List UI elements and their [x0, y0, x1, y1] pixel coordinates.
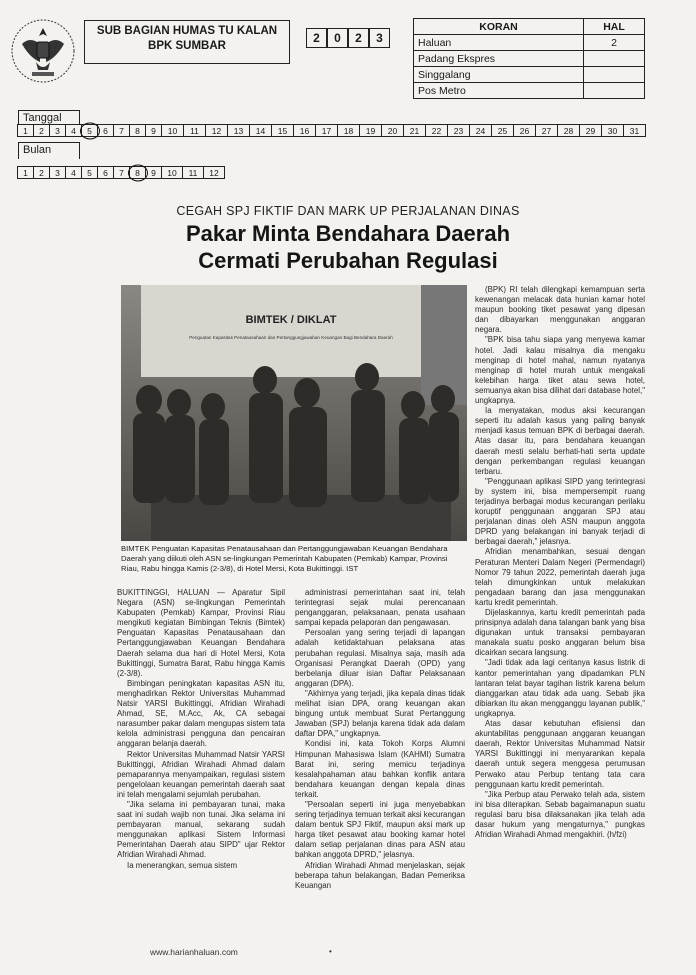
bulan-cell: 5	[81, 166, 98, 179]
article-kicker: CEGAH SPJ FIKTIF DAN MARK UP PERJALANAN DINAS	[176, 204, 520, 218]
hal-header: HAL	[584, 19, 645, 35]
tanggal-cell: 9	[145, 124, 162, 137]
bulan-cell: 9	[145, 166, 162, 179]
photo-banner-subtitle: Penguatan Kapasitas Penatausahaan dan Pertanggungjawaban Keuangan Bagi Bendahara Daerah	[189, 335, 393, 340]
article-paragraph: Atas dasar kebutuhan efisiensi dan akuntabilitas penggunaan anggaran keuangan daerah, Rektor Universitas Muhammad Natsir YARSI Bukittinggi ini menyarankan kepala daerah untuk segera menggesa perumusan Perwako atau Perbup tentang tata cara penggunaan kartu kredit pemerintah.	[475, 719, 645, 789]
tanggal-cell: 15	[271, 124, 294, 137]
newspaper-page	[584, 51, 645, 67]
tanggal-cell: 28	[557, 124, 580, 137]
tanggal-cell: 1	[17, 124, 34, 137]
tanggal-cell: 5	[81, 124, 98, 137]
newspaper-page	[584, 67, 645, 83]
article-paragraph: "Jika Perbup atau Perwako telah ada, sistem ini bisa diterapkan. Sebab bagaimanapun suatu regulasi baru bisa dilaksanakan jika telah ada dasar hukum yang mengaturnya," pungkas Afridian Wirahadi Ahmad mengakhiri. (h/fzi)	[475, 789, 645, 840]
tanggal-cell: 26	[513, 124, 536, 137]
tanggal-cell: 10	[161, 124, 184, 137]
tanggal-cell: 27	[535, 124, 558, 137]
tanggal-cell: 4	[65, 124, 82, 137]
article-paragraph: "Jika selama ini pembayaran tunai, maka saat ini sudah wajib non tunai. Jika selama ini pembayaran manual, sekarang sudah menggunakan aplikasi Sistem Informasi Pemerintahan Daerah atau SIPD" ujar Rektor Afridian Wirahadi Ahmad.	[117, 799, 285, 860]
bulan-cell: 7	[113, 166, 130, 179]
newspaper-name: Singgalang	[414, 67, 584, 83]
photo-banner-title: BIMTEK / DIKLAT	[245, 314, 337, 326]
year-digit: 3	[369, 28, 390, 48]
photo-caption: BIMTEK Penguatan Kapasitas Penatausahaan dan Pertanggungjawaban Keuangan Bendahara Daerah yang diikuti oleh ASN se-lingkungan Pemerintah Kabupaten (Pemkab) Kampar, Provinsi Riau, Rabu hingga Kamis (2-3/8), di Hotel Mersi, Kota Bukittinggi. IST	[121, 544, 448, 574]
tanggal-cell: 24	[469, 124, 492, 137]
year-digit: 2	[306, 28, 327, 48]
article-paragraph: Dijelaskannya, kartu kredit pemerintah pada prinsipnya adalah dana talangan bank yang bisa digunakan untuk transaksi pembayaran manakala suatu posko anggaran belum bisa dicairkan secara langsung.	[475, 608, 645, 658]
institution-line-2: BPK SUMBAR	[148, 40, 226, 52]
newspaper-table	[413, 18, 645, 99]
tanggal-cell: 6	[97, 124, 114, 137]
bulan-cell: 4	[65, 166, 82, 179]
garuda-emblem-logo	[10, 14, 76, 88]
article-paragraph: "Persoalan seperti ini juga menyebabkan sering terjadinya temuan terkait aksi kecurangan dalam bentuk SPJ Fiktif, maupun aksi mark up harga tiket pesawat atau booking kamar hotel dalam setiap perjalanan dinas para ASN atau bahkan anggota DPRD," jelasnya.	[295, 799, 465, 860]
tanggal-label: Tanggal	[18, 110, 80, 125]
article-paragraph: "Jadi tidak ada lagi ceritanya kasus listrik di kantor pemerintahan yang dipadamkan PLN lantaran telat bayar tagihan listrik karena belum dianggarkan atau tidak ada uang. Sebab jika dibiarkan itu akan mengganggu layanan publik," ungkapnya.	[475, 658, 645, 718]
tanggal-cell: 31	[623, 124, 646, 137]
newspaper-name: Pos Metro	[414, 83, 584, 99]
article-paragraph: Persoalan yang sering terjadi di lapangan adalah ketidaktahuan pelaksana atas perubahan regulasi. Misalnya saja, masih ada Organisasi Perangkat Daerah (OPD) yang berbelanja diluar isian Daftar Pelaksanaan anggaran (DPA).	[295, 628, 465, 688]
newspaper-row	[414, 51, 645, 67]
bulan-cell: 11	[182, 166, 204, 179]
article-paragraph: "Akhirnya yang terjadi, jika kepala dinas tidak melihat isian DPA, orang keuangan akan bingung untuk membuat Surat Pertanggung Jawaban (SPJ) belanja karena tidak ada dalam daftar DPA," ungkapnya.	[295, 688, 465, 739]
tanggal-cell: 16	[293, 124, 316, 137]
article-paragraph: Ia menyatakan, modus aksi kecurangan seperti itu adalah kasus yang paling banyak menjadi kasus temuan BPK di berbagai daerah. Atas dasar itu, para bendahara keuangan daerah mesti selalu berhati-hati serta update dengan perkembangan regulasi keuangan terbaru.	[475, 406, 645, 476]
article-column-2	[295, 588, 465, 891]
article-photo	[121, 285, 467, 541]
article-paragraph: Bimbingan peningkatan kapasitas ASN itu, menghadirkan Rektor Universitas Muhammad Natsir YARSI Bukittinggi, Afridian Wirahadi Ahmad, SE, M.Acc, Ak, CA sebagai narasumber pakar dalam mengupas sistem tata kelola administrasi pengguna dan pencairan anggaran belanja daerah.	[117, 678, 285, 749]
newspaper-row	[414, 35, 645, 51]
bulan-cell: 2	[33, 166, 50, 179]
bulan-strip	[18, 166, 225, 179]
article-paragraph: Afridian Wirahadi Ahmad menjelaskan, sejak beberapa tahun belakangan, Badan Pemeriksa Keuangan	[295, 860, 465, 890]
article-headline	[0, 220, 696, 274]
newspaper-name: Haluan	[414, 35, 584, 51]
article-paragraph: Ia menerangkan, semua sistem	[127, 860, 238, 870]
article-paragraph: (BPK) RI telah dilengkapi kemampuan serta kewenangan melacak data hunian kamar hotel maupun booking tiket pesawat yang dipesan dan dibayarkan menggunakan anggaran negara.	[475, 285, 645, 335]
tanggal-cell: 20	[381, 124, 404, 137]
tanggal-cell: 18	[337, 124, 360, 137]
tanggal-cell: 12	[205, 124, 228, 137]
article-paragraph: "BPK bisa tahu siapa yang menyewa kamar hotel. Jadi kalau misalnya dia mengaku menginap di hotel mahal, namun nyatanya menginap di hotel murah untuk mengakali kelebihan harga tiket atau sewa hotel, semuanya akan bisa dilihat dari database hotel," ungkapnya.	[475, 335, 645, 406]
tanggal-cell: 29	[579, 124, 602, 137]
bulan-cell: 1	[17, 166, 34, 179]
newspaper-page: 2	[584, 35, 645, 51]
headline-line-1: Pakar Minta Bendahara Daerah	[185, 221, 511, 246]
year-boxes	[306, 28, 390, 48]
tanggal-cell: 25	[491, 124, 514, 137]
tanggal-cell: 19	[359, 124, 382, 137]
tanggal-cell: 30	[601, 124, 624, 137]
institution-line-1: SUB BAGIAN HUMAS TU KALAN	[96, 25, 278, 37]
newspaper-name: Padang Ekspres	[414, 51, 584, 67]
article-paragraph: "Penggunaan aplikasi SIPD yang terintegrasi by system ini, bisa mempersempit ruang terjadinya berbagai modus kecurangan perilaku koruptif penggunaan anggaran SPJ atau perjalanan dinas oleh ASN maupun anggota DPRD yang belakangan ini banyak terjadi di berbagai daerah," jelasnya.	[475, 476, 645, 547]
article-paragraph: Afridian menambahkan, sesuai dengan Peraturan Menteri Dalam Negeri (Permendagri) Nomor 79 tahun 2022, pemerintah daerah juga telah dimungkinkan untuk melakukan pengadaan barang dan jasa menggunakan kartu kredit pemerintah.	[475, 547, 645, 607]
bulan-label: Bulan	[18, 142, 80, 159]
article-paragraph: BUKITTINGGI, HALUAN — Aparatur Sipil Negara (ASN) se-lingkungan Pemerintah Kabupaten (Pemkab) Kampar, Provinsi Riau mengikuti kegiatan Bimbingan Teknis (Bimtek) Penguatan Kapasitas Penatausahaan dan Pertanggungjawaban Keuangan Bendahara Daerah selama dua hari di Hotel Mersi, Kota Bukittinggi, Sumatra Barat, Rabu hingga Kamis (2-3/8).	[117, 588, 285, 678]
tanggal-cell: 7	[113, 124, 130, 137]
article-column-1	[117, 588, 285, 871]
bulan-cell: 8	[129, 166, 146, 179]
tanggal-strip	[18, 124, 646, 137]
bulan-cell: 10	[161, 166, 183, 179]
headline-line-2: Cermati Perubahan Regulasi	[198, 248, 498, 273]
koran-header: KORAN	[414, 19, 584, 35]
tanggal-cell: 22	[425, 124, 448, 137]
tanggal-cell: 2	[33, 124, 50, 137]
tanggal-cell: 3	[49, 124, 66, 137]
article-paragraph: Kondisi ini, kata Tokoh Korps Alumni Himpunan Mahasiswa Islam (KAHMI) Sumatra Barat ini, sering memicu terjadinya kesalahpahaman atau bahkan konflik antara bendahara keuangan dengan kepala dinas terkait.	[295, 739, 465, 799]
tanggal-cell: 21	[403, 124, 426, 137]
institution-box	[84, 20, 290, 64]
tanggal-cell: 23	[447, 124, 470, 137]
article-paragraph: administrasi pemerintahan saat ini, telah terintegrasi sejak mulai perencanaan penganggaran, pelaksanaan, penata usahaan sampai kepada pelaporan dan pengawasan.	[295, 588, 465, 628]
newspaper-page	[584, 83, 645, 99]
tanggal-cell: 8	[129, 124, 146, 137]
newspaper-row	[414, 67, 645, 83]
year-digit: 2	[348, 28, 369, 48]
website-footer: www.harianhaluan.com	[150, 947, 238, 957]
newspaper-row	[414, 83, 645, 99]
bulan-cell: 12	[203, 166, 225, 179]
year-digit: 0	[327, 28, 348, 48]
tanggal-cell: 13	[227, 124, 250, 137]
tanggal-cell: 17	[315, 124, 338, 137]
tanggal-cell: 14	[249, 124, 272, 137]
bulan-cell: 6	[97, 166, 114, 179]
article-column-3	[475, 285, 645, 840]
tanggal-cell: 11	[183, 124, 206, 137]
bulan-cell: 3	[49, 166, 66, 179]
article-paragraph: Rektor Universitas Muhammad Natsir YARSI Bukittinggi, Afridian Wirahadi Ahmad dalam pemaparannya menyampaikan, regulasi sistem pengelolaan keuangan pemerintah daerah saat ini telah mengalami sejumlah perubahan.	[117, 749, 285, 799]
footer-bullet: •	[329, 947, 332, 956]
